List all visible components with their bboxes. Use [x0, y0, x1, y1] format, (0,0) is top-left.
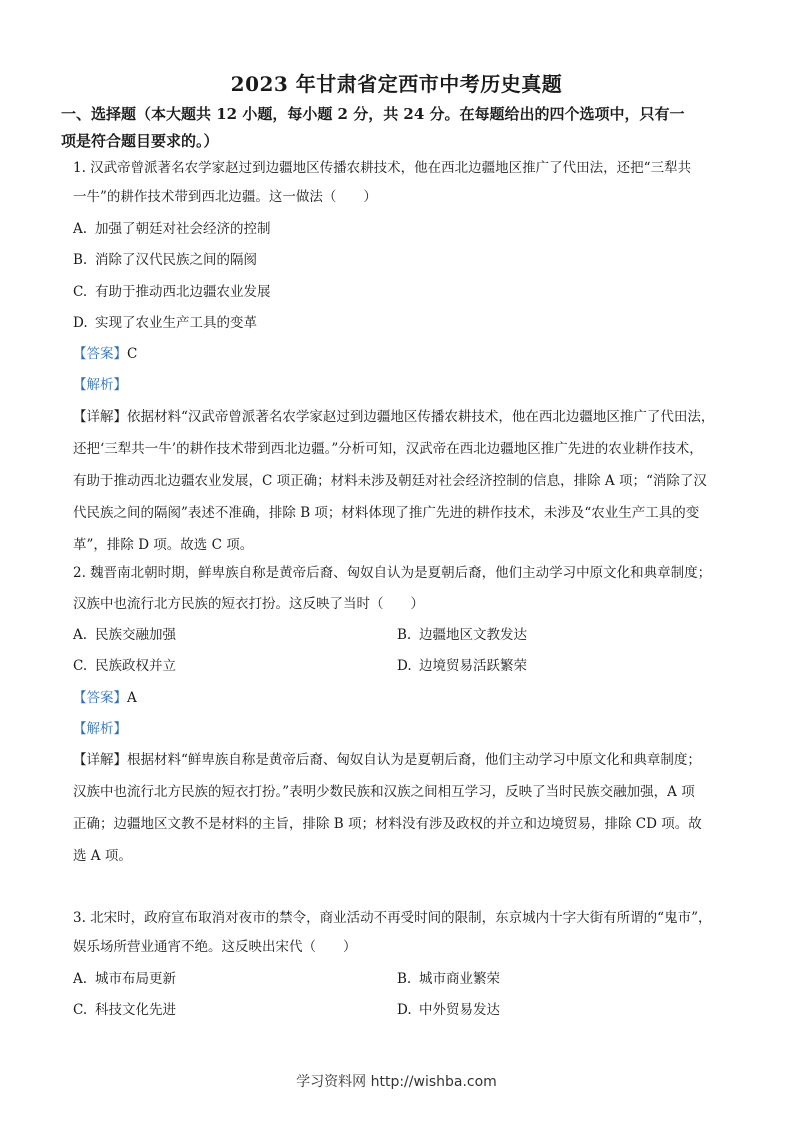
option-text: 民族交融加强 — [95, 627, 176, 643]
q3-option-d — [397, 1000, 500, 1020]
q2-detail-line-3: 正确；边疆地区文教不是材料的主旨，排除 B 项；材料没有涉及政权的并立和边境贸易，排除 CD 项。故 — [73, 816, 702, 832]
q1-stem-line-1: 1. 汉武帝曾派著名农学家赵过到边疆地区传播农耕技术，他在西北边疆地区推广了代田法，还把“三犁共 — [73, 160, 692, 176]
q1-answer — [73, 344, 137, 364]
option-text: 加强了朝廷对社会经济的控制 — [95, 221, 271, 237]
option-letter: C. — [73, 284, 88, 300]
q2-detail — [73, 744, 723, 872]
q2-option-c — [73, 656, 176, 676]
page-title: 2023 年甘肃省定西市中考历史真题 — [230, 72, 563, 96]
q2-option-d — [397, 656, 527, 676]
answer-value: A — [127, 690, 137, 706]
q1-detail-line-5: 革”，排除 D 项。故选 C 项。 — [73, 537, 254, 553]
option-letter: A. — [73, 971, 88, 987]
answer-tag: 【答案】 — [73, 346, 127, 362]
answer-tag: 【答案】 — [73, 690, 127, 706]
q3-option-c — [73, 1000, 176, 1020]
detail-tag: 【详解】 — [73, 409, 127, 425]
option-letter: C. — [73, 658, 88, 674]
q1-detail-line-1 — [73, 401, 723, 433]
analysis-tag: 【解析】 — [73, 721, 127, 737]
answer-value: C — [127, 346, 138, 362]
section-heading — [61, 101, 733, 155]
option-letter: D. — [73, 315, 88, 331]
q2-answer — [73, 688, 137, 708]
option-letter: A. — [73, 221, 88, 237]
q1-stem-line-2: 一牛”的耕作技术带到西北边疆。这一做法（ ） — [73, 189, 377, 205]
detail-text: 依据材料“汉武帝曾派著名农学家赵过到边疆地区传播农耕技术，他在西北边疆地区推广了代田法， — [127, 409, 715, 425]
option-letter: D. — [397, 658, 412, 674]
option-text: 实现了农业生产工具的变革 — [95, 315, 257, 331]
option-letter: A. — [73, 627, 88, 643]
q3-stem-line-1: 3. 北宋时，政府宣布取消对夜市的禁令，商业活动不再受时间的限制，东京城内十字大街有所谓的“鬼市”， — [73, 910, 712, 926]
q1-detail — [73, 401, 723, 561]
option-letter: B. — [397, 627, 412, 643]
option-text: 民族政权并立 — [95, 658, 176, 674]
q1-detail-line-4: 代民族之间的隔阂”表述不准确，排除 B 项；材料体现了推广先进的耕作技术，未涉及“农业生产工具的变 — [73, 505, 700, 521]
option-text: 城市布局更新 — [95, 971, 176, 987]
option-text: 消除了汉代民族之间的隔阂 — [95, 252, 257, 268]
page-footer: 学习资料网 http://wishba.com — [296, 1074, 497, 1090]
q1-detail-line-3: 有助于推动西北边疆农业发展，C 项正确；材料未涉及朝廷对社会经济控制的信息，排除 A 项；“消除了汉 — [73, 473, 707, 489]
q2-stem-line-2: 汉族中也流行北方民族的短衣打扮。这反映了当时（ ） — [73, 596, 424, 612]
q2-detail-line-2: 汉族中也流行北方民族的短衣打扮。”表明少数民族和汉族之间相互学习，反映了当时民族交融加强，A 项 — [73, 784, 695, 800]
option-text: 边疆地区文教发达 — [419, 627, 527, 643]
detail-text: 根据材料“鲜卑族自称是黄帝后裔、匈奴自认为是夏朝后裔，他们主动学习中原文化和典章制度； — [127, 752, 701, 768]
q2-option-b — [397, 625, 527, 645]
q2-option-a — [73, 625, 176, 645]
option-letter: C. — [73, 1002, 88, 1018]
section-heading-line-1: 一、选择题（本大题共 12 小题，每小题 2 分，共 24 分。在每题给出的四个选项中，只有一 — [61, 105, 685, 123]
option-text: 科技文化先进 — [95, 1002, 176, 1018]
q1-option-a — [73, 219, 271, 239]
analysis-tag: 【解析】 — [73, 377, 127, 393]
option-letter: B. — [73, 252, 88, 268]
q3-option-a — [73, 969, 176, 989]
q1-option-c — [73, 282, 271, 302]
q1-option-d — [73, 313, 257, 333]
q3-stem-line-2: 娱乐场所营业通宵不绝。这反映出宋代（ ） — [73, 939, 357, 955]
detail-tag: 【详解】 — [73, 752, 127, 768]
option-letter: D. — [397, 1002, 412, 1018]
q3-option-b — [397, 969, 500, 989]
option-letter: B. — [397, 971, 412, 987]
q1-analysis-heading — [73, 375, 127, 395]
q2-stem-line-1: 2. 魏晋南北朝时期，鲜卑族自称是黄帝后裔、匈奴自认为是夏朝后裔，他们主动学习中原文化和典章制度； — [73, 565, 712, 581]
q1-option-b — [73, 250, 257, 270]
option-text: 有助于推动西北边疆农业发展 — [95, 284, 271, 300]
q2-analysis-heading — [73, 719, 127, 739]
option-text: 边境贸易活跃繁荣 — [419, 658, 527, 674]
option-text: 城市商业繁荣 — [419, 971, 500, 987]
q2-detail-line-4: 选 A 项。 — [73, 848, 132, 864]
option-text: 中外贸易发达 — [419, 1002, 500, 1018]
q2-detail-line-1 — [73, 744, 723, 776]
section-heading-line-2: 项是符合题目要求的。） — [61, 132, 219, 150]
q1-detail-line-2: 还把‘三犁共一牛’的耕作技术带到西北边疆。”分析可知，汉武帝在西北边疆地区推广先进的农业耕作技术， — [73, 441, 703, 457]
